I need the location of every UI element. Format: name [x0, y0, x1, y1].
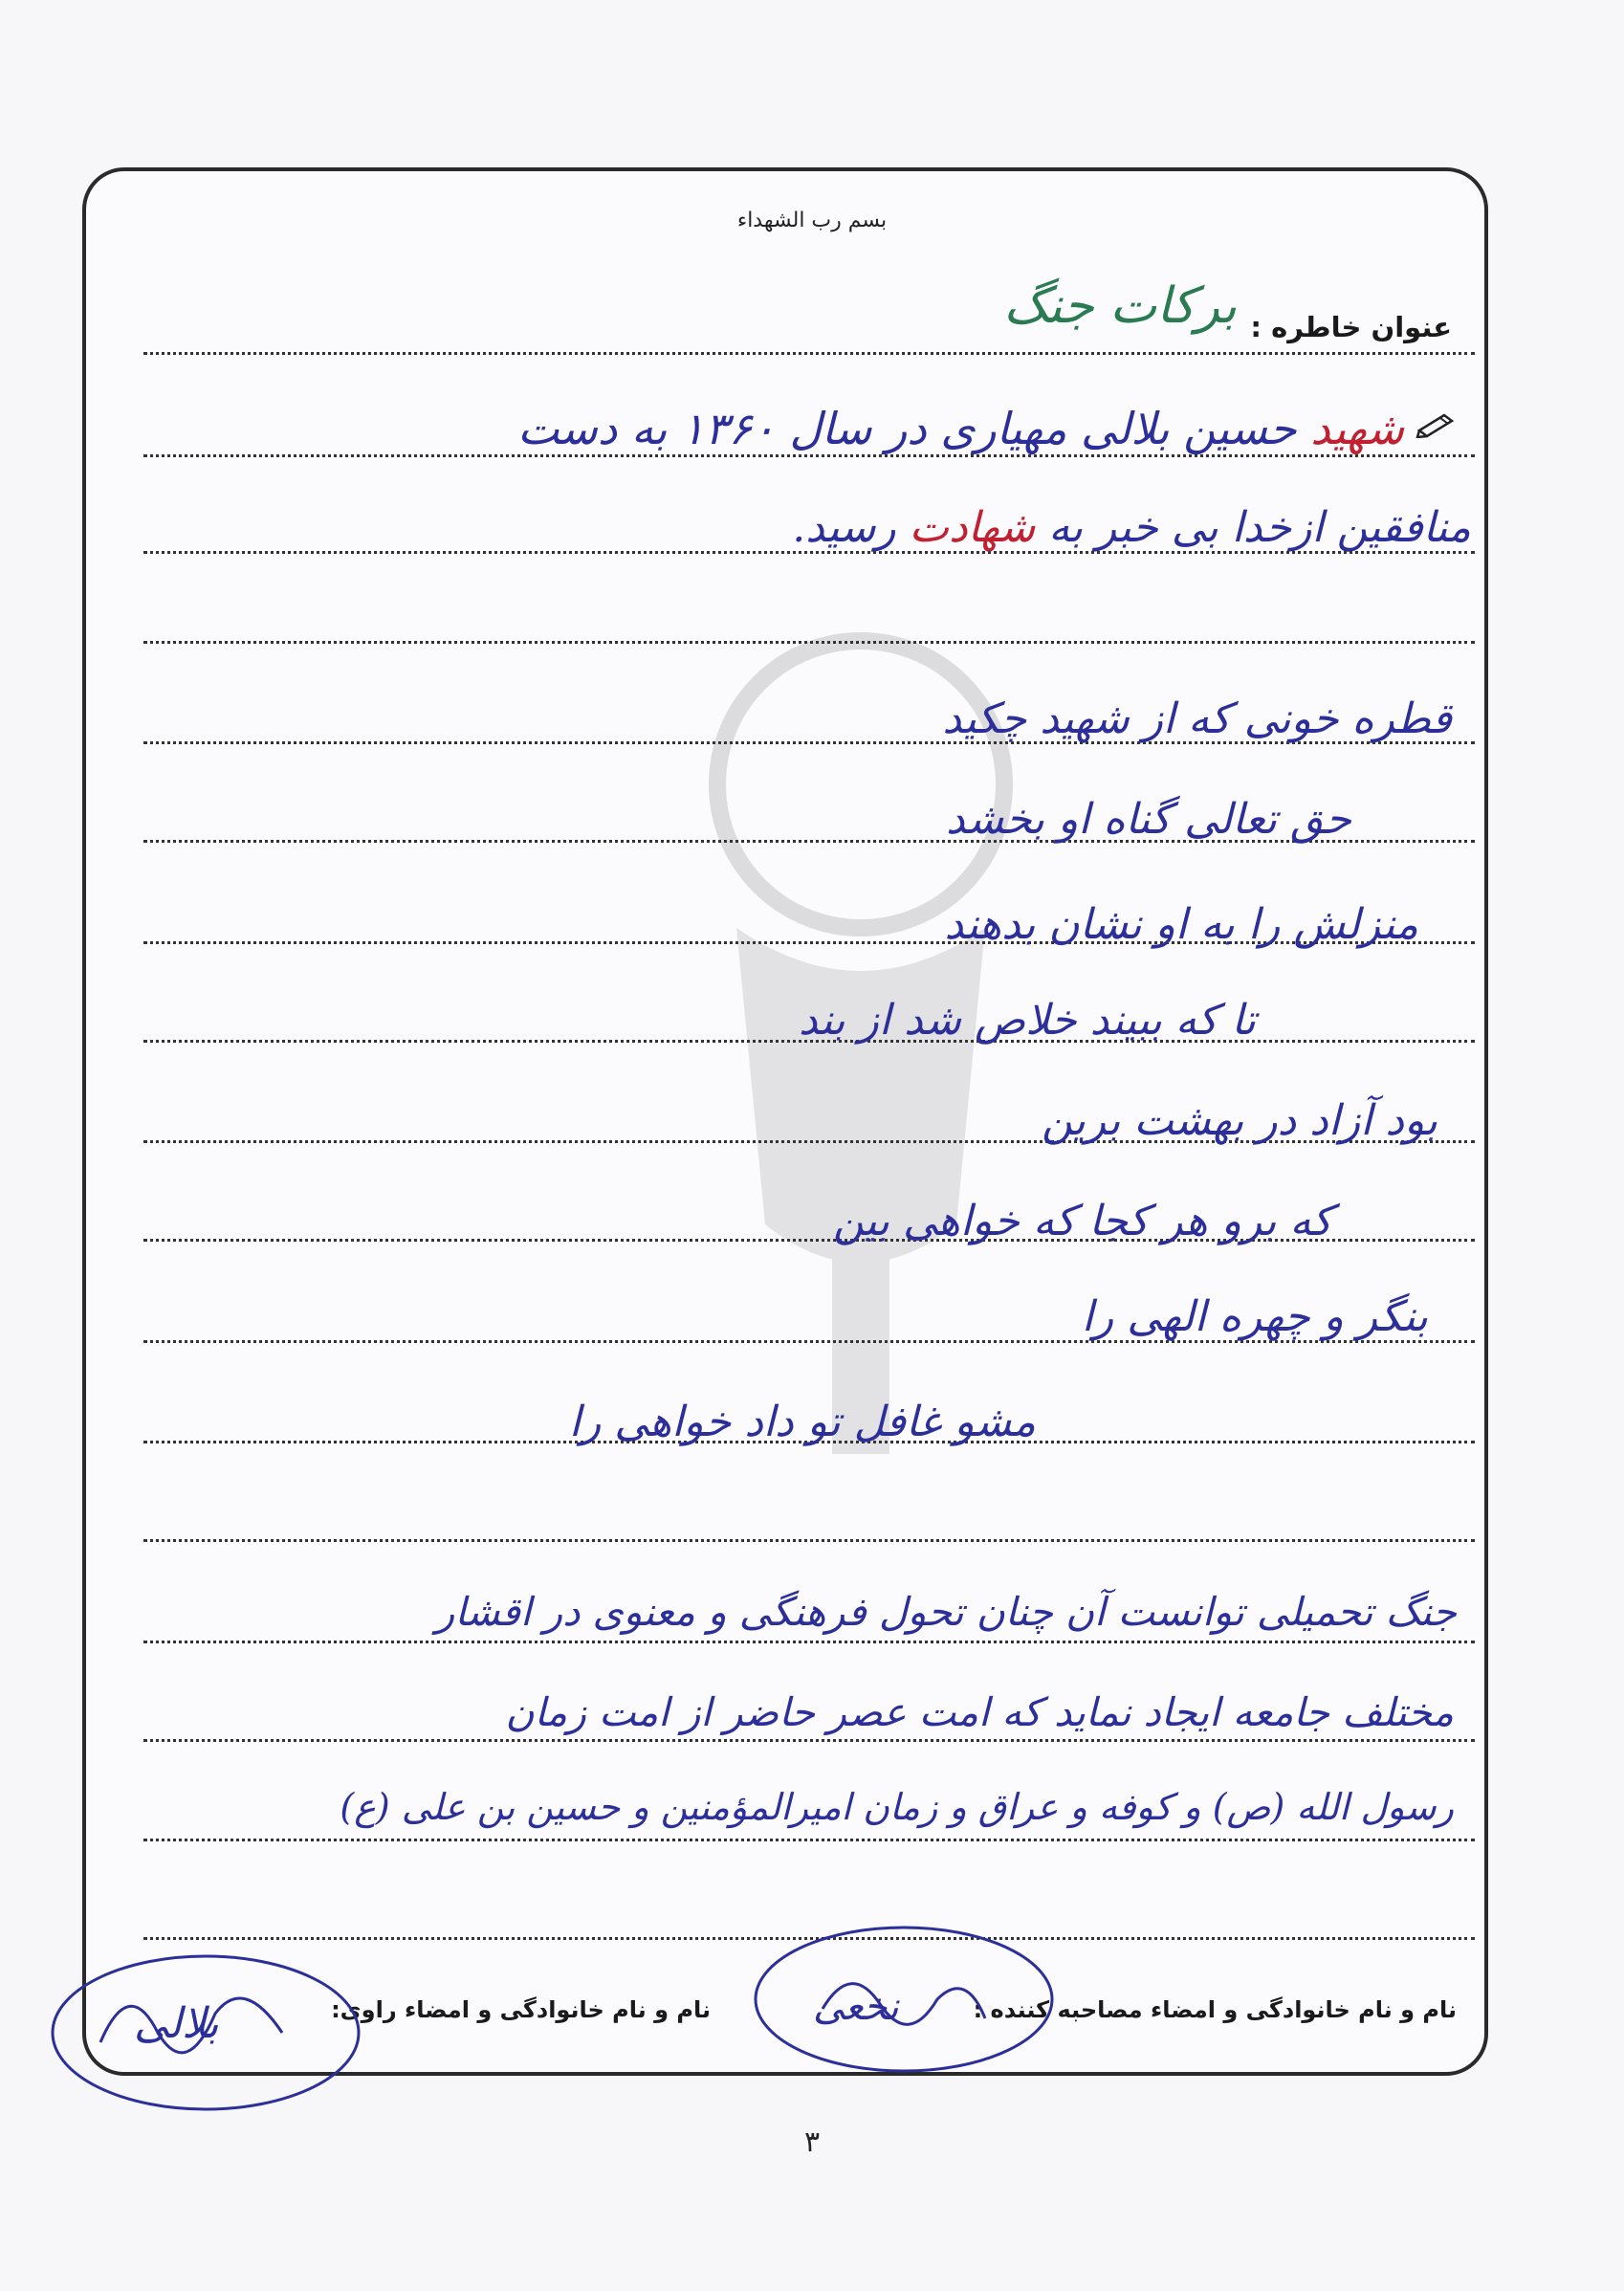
memoir-title-label: عنوان خاطره :: [1250, 311, 1452, 343]
memoir-line: منافقین ازخدا بی خبر به شهادت رسید.: [792, 503, 1471, 552]
memoir-line: بنگر و چهره الهی را: [1081, 1292, 1428, 1341]
highlight-word: شهید: [1310, 403, 1404, 454]
ruled-line: [143, 641, 1475, 644]
highlight-word: شهادت: [909, 503, 1036, 552]
memoir-line: حق تعالی گناه او بخشد: [946, 795, 1351, 844]
memoir-line: رسول الله (ص) و کوفه و عراق و زمان امیرالمؤمنین و حسین بن علی (ع): [340, 1786, 1454, 1828]
ruled-line: [143, 1539, 1475, 1542]
memoir-line: بود آزاد در بهشت برین: [1042, 1096, 1437, 1145]
narrator-signature-label: نام و نام خانوادگی و امضاء راوی:: [331, 1996, 711, 2023]
memoir-line: منزلش را به او نشان بدهند: [944, 900, 1418, 949]
memoir-line: مختلف جامعه ایجاد نماید که امت عصر حاضر از امت زمان: [505, 1689, 1454, 1735]
ruled-line: [143, 454, 1475, 457]
memoir-line: که برو هر کجا که خواهی بین: [832, 1197, 1332, 1245]
ruled-line: [143, 352, 1475, 355]
ruled-line: [143, 1839, 1475, 1841]
bismillah-header: بسم رب الشهداء: [736, 209, 888, 232]
page-number: ۳: [803, 2126, 821, 2159]
narrator-signature-text: بلالی: [134, 1999, 219, 2048]
memoir-title-value: برکات جنگ: [1003, 277, 1237, 335]
interviewer-signature: [746, 1913, 1062, 2085]
memoir-line: جنگ تحمیلی توانست آن چنان تحول فرهنگی و معنوی در اقشار: [435, 1589, 1457, 1635]
pen-icon: [1416, 409, 1458, 438]
interviewer-signature-label: نام و نام خانوادگی و امضاء مصاحبه کننده :: [973, 1996, 1457, 2023]
memoir-line: شهید حسین بلالی مهیاری در سال ۱۳۶۰ به دست: [517, 403, 1404, 454]
ruled-line: [143, 1739, 1475, 1742]
ruled-line: [143, 1641, 1475, 1643]
memoir-line: مشو غافل تو داد خواهی را: [568, 1398, 1036, 1446]
memoir-line: تا که ببیند خلاص شد از بند: [799, 996, 1256, 1045]
memoir-line: قطره خونی که از شهید چکید: [942, 694, 1452, 743]
interviewer-signature-text: نخعی: [813, 1985, 899, 2029]
